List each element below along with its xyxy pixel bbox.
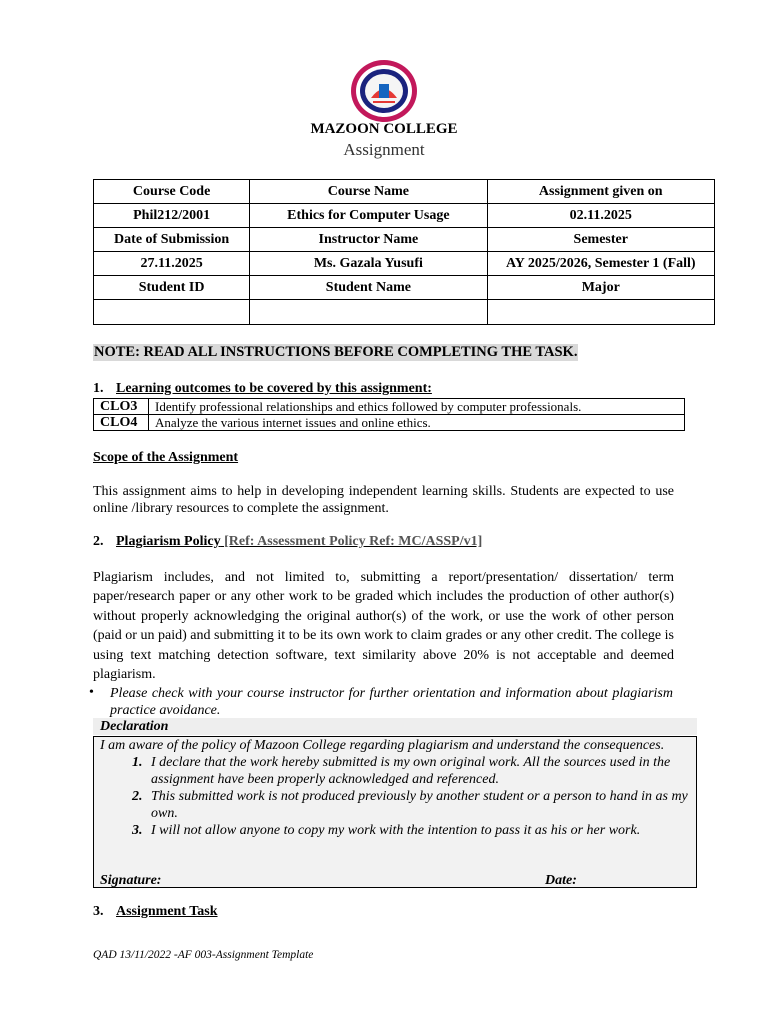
info-table-cell: Course Name: [250, 180, 487, 204]
info-table-row: [94, 204, 715, 228]
bullet-icon: •: [89, 685, 94, 700]
section-number: 3.: [93, 904, 104, 919]
declaration-item: 1. I declare that the work hereby submitted is my own original work. All the sources used in the assignment have been properly acknowledged and referenced.: [146, 754, 690, 788]
clo-row: [94, 415, 685, 431]
info-table-cell: Major: [487, 276, 714, 300]
assignment-task-title: Assignment Task: [116, 904, 218, 919]
plagiarism-heading: [93, 534, 482, 550]
clo-code: CLO3: [94, 399, 149, 415]
section-number: 1.: [93, 381, 104, 396]
info-table-cell[interactable]: [94, 300, 250, 325]
info-table-cell: Ms. Gazala Yusufi: [250, 252, 487, 276]
clo-row: [94, 399, 685, 415]
info-table-cell: AY 2025/2026, Semester 1 (Fall): [487, 252, 714, 276]
info-table-row: [94, 300, 715, 325]
info-table-row: [94, 276, 715, 300]
declaration-item: 2. This submitted work is not produced previously by another student or a person to hand in as my own.: [146, 788, 690, 822]
assignment-task-heading: [93, 904, 218, 920]
info-table-cell: Student Name: [250, 276, 487, 300]
declaration-box: [93, 736, 697, 888]
info-table-cell[interactable]: [487, 300, 714, 325]
info-table-cell: Instructor Name: [250, 228, 487, 252]
declaration-list: [100, 754, 690, 839]
policy-reference: [Ref: Assessment Policy Ref: MC/ASSP/v1]: [224, 534, 483, 549]
info-table-cell: 02.11.2025: [487, 204, 714, 228]
college-seal-logo: [349, 58, 419, 124]
info-table-cell: Date of Submission: [94, 228, 250, 252]
college-name: MAZOON COLLEGE: [310, 121, 458, 137]
declaration-intro: I am aware of the policy of Mazoon College regarding plagiarism and understand the consequences.: [100, 738, 665, 753]
scope-text: This assignment aims to help in developing independent learning skills. Students are expected to use online /library resources to complete the assignment.: [93, 484, 674, 516]
clo-description: Identify professional relationships and ethics followed by computer professionals.: [149, 399, 685, 415]
plagiarism-text: Plagiarism includes, and not limited to, submitting a report/presentation/ dissertation/ term paper/research paper or any other work to be graded which includes the production of other author(s) without properly acknowledging the original author(s) of the work, or use the work of other person (paid or un paid) and submitting it to be its own work to claim grades or any other credit. The college is using text matching detection software, text similarity above 20% is not acceptable and deemed plagiarism.: [93, 570, 674, 683]
clo-table: [93, 398, 685, 431]
info-table-cell: Course Code: [94, 180, 250, 204]
date-label: Date:: [545, 873, 577, 888]
scope-heading: [93, 450, 238, 466]
signature-label: Signature:: [100, 873, 162, 888]
info-table-cell: Phil212/2001: [94, 204, 250, 228]
section-title: Learning outcomes to be covered by this assignment:: [116, 381, 432, 396]
plagiarism-bullet: Please check with your course instructor for further orientation and information about plagiarism practice avoidance.: [110, 686, 673, 718]
declaration-item: 3. I will not allow anyone to copy my work with the intention to pass it as his or her work.: [146, 822, 690, 839]
instructions-note: NOTE: READ ALL INSTRUCTIONS BEFORE COMPLETING THE TASK.: [94, 344, 578, 360]
scope-title: Scope of the Assignment: [93, 450, 239, 465]
info-table-cell: Semester: [487, 228, 714, 252]
signature-row: [100, 872, 690, 889]
info-table-cell: Assignment given on: [487, 180, 714, 204]
info-table-cell: 27.11.2025: [94, 252, 250, 276]
info-table-cell: Ethics for Computer Usage: [250, 204, 487, 228]
info-table-row: [94, 180, 715, 204]
clo-code: CLO4: [94, 415, 149, 431]
declaration-title: Declaration: [93, 718, 697, 735]
info-table-row: [94, 252, 715, 276]
clo-description: Analyze the various internet issues and online ethics.: [149, 415, 685, 431]
info-table-row: [94, 228, 715, 252]
section-number: 2.: [93, 534, 104, 549]
course-info-table: [93, 179, 715, 325]
plagiarism-title: Plagiarism Policy: [116, 534, 221, 549]
info-table-cell: Student ID: [94, 276, 250, 300]
document-subtitle: Assignment: [343, 140, 425, 159]
learning-outcomes-heading: [93, 381, 432, 397]
footer-template-id: QAD 13/11/2022 -AF 003-Assignment Template: [93, 949, 314, 961]
info-table-cell[interactable]: [250, 300, 487, 325]
